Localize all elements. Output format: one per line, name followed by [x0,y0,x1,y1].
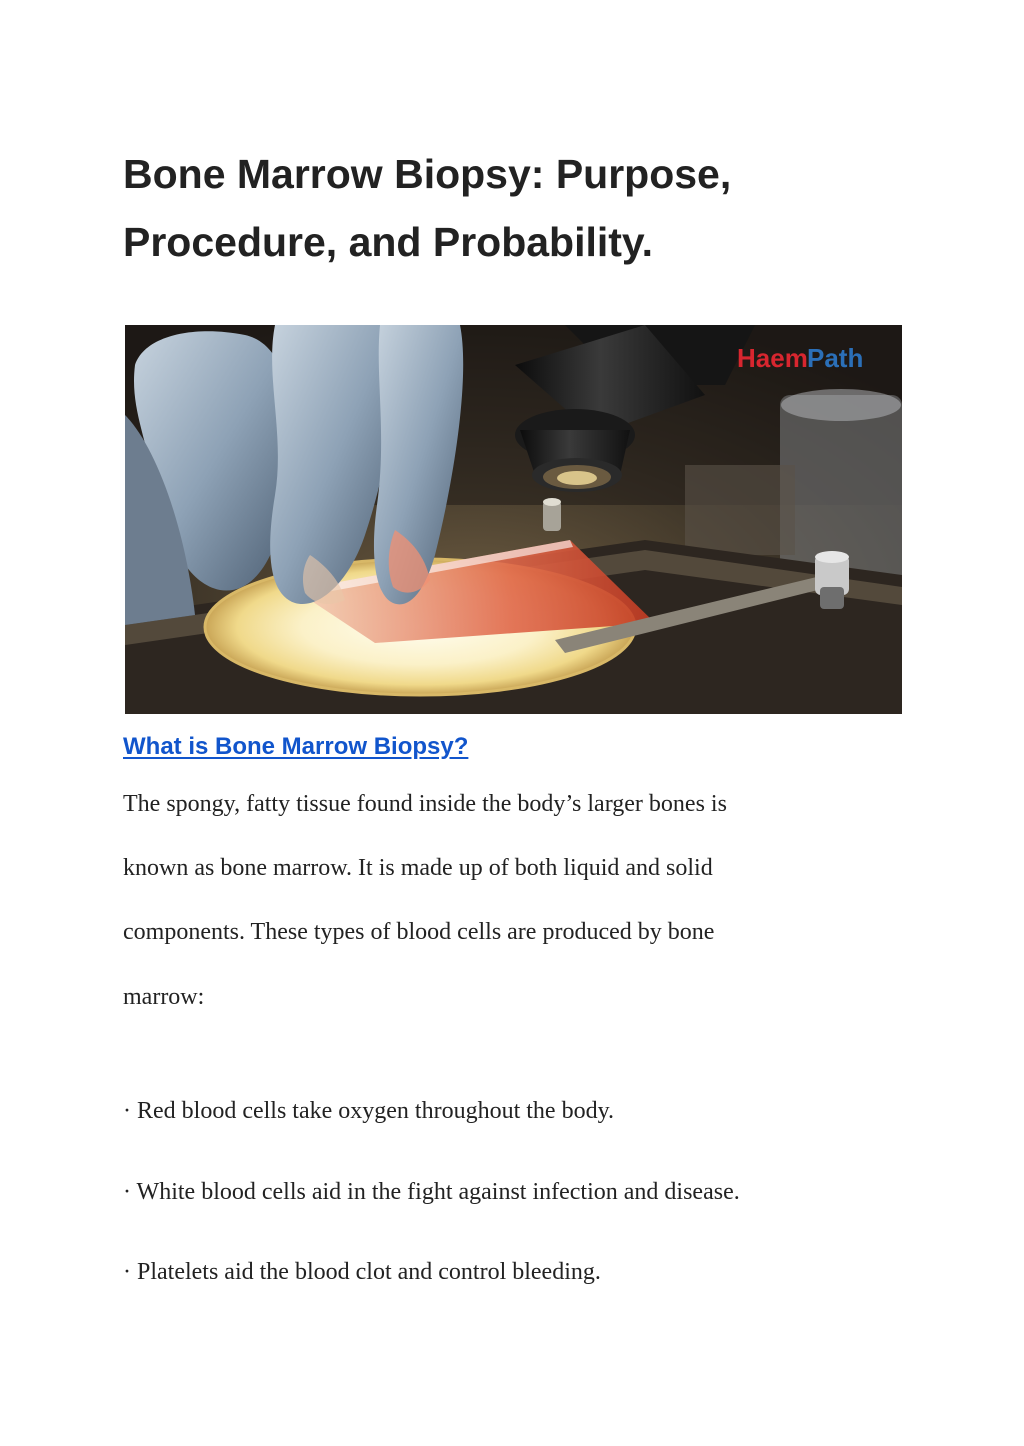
bullet-white-blood-cells: · White blood cells aid in the fight against infection and disease. [123,1179,740,1205]
paragraph-line: The spongy, fatty tissue found inside the body’s larger bones is [123,791,727,817]
page-title [123,140,923,276]
paragraph-line: marrow: [123,984,205,1010]
bullet-red-blood-cells: · Red blood cells take oxygen throughout the body. [123,1098,615,1124]
hero-image [125,325,902,714]
logo-haem: Haem [737,343,808,373]
paragraph-line: known as bone marrow. It is made up of both liquid and solid [123,855,713,881]
title-line-1: Bone Marrow Biopsy: Purpose, [123,151,732,197]
logo-path: Path [807,343,864,373]
paragraph-line: components. These types of blood cells are produced by bone [123,919,715,945]
what-is-bone-marrow-biopsy-link[interactable]: What is Bone Marrow Biopsy? [123,733,469,760]
bullet-platelets: · Platelets aid the blood clot and control bleeding. [123,1259,601,1285]
microscope-slide-illustration [125,325,902,714]
title-line-2: Procedure, and Probability. [123,219,654,265]
